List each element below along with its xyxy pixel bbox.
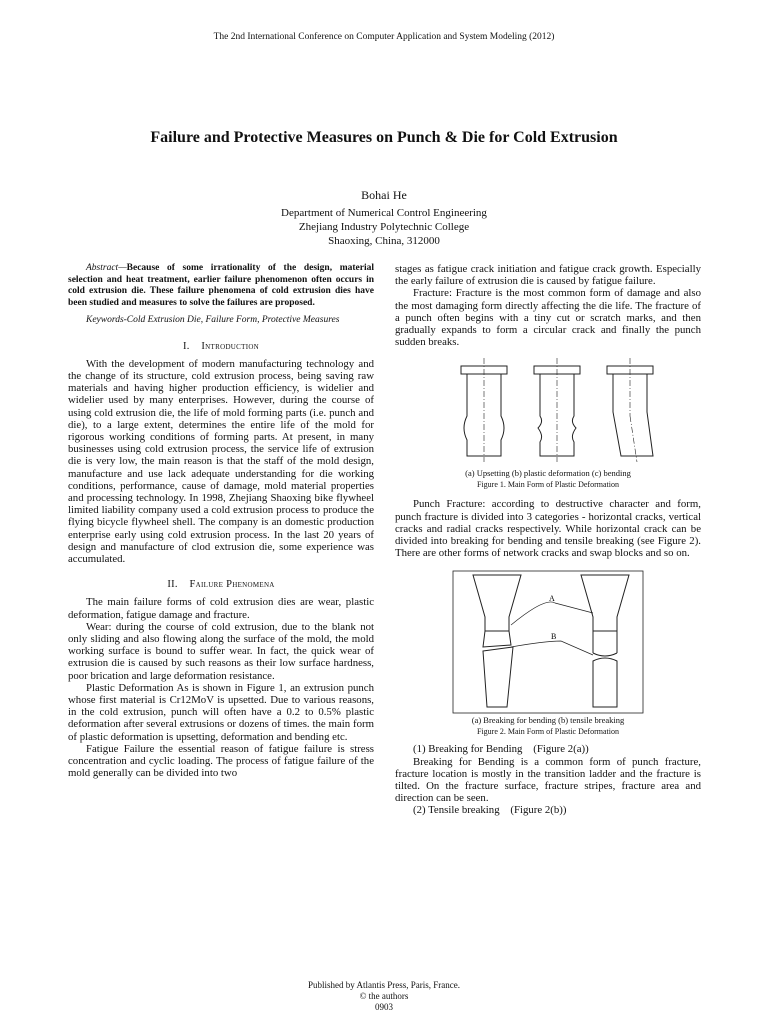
figure-2-caption: Figure 2. Main Form of Plastic Deformation	[477, 727, 619, 737]
abstract-text: Because of some irrationality of the design, material selection and heat treatment, earlier failure phenomenon often occurs in cold extrusion die. These failure phenomena of cold extrusion dies have been studied and measures to solve the failures are proposed.	[68, 263, 374, 308]
leader-line-a	[511, 602, 593, 625]
paragraph-punch-fracture: Punch Fracture: according to destructive character and form, punch fracture is divided into 3 categories - horizontal cracks, vertical cracks and radial cracks respectively. While horizontal crack can be divided into breaking for bending and tensile breaking (see Figure 2). There are other forms of network cracks and swap blocks and so on.	[395, 498, 701, 560]
paragraph-introduction: With the development of modern manufacturing technology and the change of its structure, cold extrusion process, being saving raw materials and having higher production efficiency, is widelier and widelier used by many enterprises. However, during the course of using cold extrusion die, the life of mold forming parts (i.e. punch and die), to a large extent, determines the entire life of the mold for rigorous working conditions of forming parts. At present, in many businesses using cold extrusion process, the service life of extrusion die is very low, the main reason is that the staff of the mold design, manufacture and use lack adequate understanding for die working conditions, performance, cause of damage, mold material properties and processing technology. In 1998, Zhejiang Shaoxing bike flywheel limited liability company used a cold extrusion process to produce the flying bicycle flywheel shell. The company is an domestic production enterprise early using cold extrusion process. In the last 20 years of design and manufacture of clod extrusion die, some experience was accumulated.	[68, 357, 374, 565]
paragraph-plastic-deformation: Plastic Deformation As is shown in Figure 1, an extrusion punch whose first material is Cr12MoV is upsetted. Due to various reasons, in the cold extrusion, punch will often have a 0.2 to 0.5% plastic deformation after several extrusions or dozens of times. the main form of plastic deformation is upsetting, deformation and bending etc.	[68, 681, 374, 743]
page-number: 0903	[375, 1002, 393, 1012]
affiliation-line: Department of Numerical Control Engineering	[281, 207, 487, 219]
paragraph-continued: stages as fatigue crack initiation and fatigue crack growth. Especially the early failure of extrusion die is caused by fatigue failure.	[395, 263, 701, 288]
punch-a-bottom	[483, 647, 513, 707]
figure-2-drawing	[395, 567, 701, 715]
subheading-tensile-breaking: (2) Tensile breaking (Figure 2(b))	[413, 804, 567, 817]
author-name: Bohai He	[361, 188, 407, 202]
abstract-label: Abstract—	[86, 263, 127, 273]
author-block	[0, 188, 768, 248]
section-title: Introduction	[201, 340, 260, 352]
section-heading-introduction	[68, 341, 374, 353]
paragraph-failure-forms: The main failure forms of cold extrusion dies are wear, plastic deformation, fatigue damage and fracture.	[68, 596, 374, 621]
figure-2-labels: (a) Breaking for bending (b) tensile breaking	[471, 715, 625, 726]
paragraph-breaking-bending: Breaking for Bending is a common form of punch fracture, fracture location is mostly in the transition ladder and the fracture is tilted. On the fracture surface, fracture stripes, fracture area and direction can be seen.	[395, 755, 701, 805]
punch-b-bottom	[593, 658, 617, 707]
section-number: I.	[182, 340, 190, 352]
punch-body-c	[613, 374, 653, 456]
section-heading-failure	[68, 579, 374, 591]
left-column	[68, 263, 374, 779]
keywords: Keywords-Cold Extrusion Die, Failure Form, Protective Measures	[86, 315, 340, 325]
publisher-line: Published by Atlantis Press, Paris, France.	[308, 980, 460, 990]
leader-line-b	[511, 641, 593, 655]
paragraph-wear: Wear: during the course of cold extrusion, due to the blank not only sliding and also flowing along the surface of the mold, the mold working surface is bound to suffer wear. In fact, the quick wear of extrusion die is caused by such reasons as their low surface hardness, poor brication and large deformation resistance.	[68, 620, 374, 682]
figure-1-drawing	[395, 356, 701, 468]
figure-2-label-b: B	[551, 632, 557, 642]
punch-b-top	[581, 575, 629, 631]
punch-b-fracture	[593, 653, 617, 656]
punch-b-neck	[593, 631, 617, 653]
abstract	[68, 263, 374, 309]
footer	[0, 980, 768, 1013]
section-title: Failure Phenomena	[189, 579, 275, 591]
punch-a-fracture	[483, 631, 511, 647]
paper-title: Failure and Protective Measures on Punch & Die for Cold Extrusion	[150, 129, 618, 146]
figure-2	[395, 567, 701, 737]
paragraph-fatigue: Fatigue Failure the essential reason of fatigue failure is stress concentration and cyclic loading. The process of fatigue failure of the mold generally can be divided into two	[68, 742, 374, 780]
figure-1	[395, 356, 701, 490]
section-number: II.	[167, 579, 178, 591]
affiliation-line: Zhejiang Industry Polytechnic College	[298, 221, 470, 233]
conference-header: The 2nd International Conference on Computer Application and System Modeling (2012)	[213, 32, 555, 42]
right-column	[395, 263, 701, 817]
subheading-breaking-bending: (1) Breaking for Bending (Figure 2(a))	[413, 743, 589, 756]
figure-1-caption: Figure 1. Main Form of Plastic Deformation	[477, 480, 619, 490]
authors-line: © the authors	[359, 991, 409, 1001]
paragraph-fracture: Fracture: Fracture is the most common form of damage and also the most damaging form directly affecting the die life. The fracture of a punch often begins with a tiny cut or scratch marks, and then gradually expands to form a circular crack and finally the punch sudden breaks.	[395, 287, 701, 349]
affiliation-line: Shaoxing, China, 312000	[328, 235, 440, 247]
figure-2-label-a: A	[549, 594, 555, 604]
figure-1-labels: (a) Upsetting (b) plastic deformation (c) bending	[465, 468, 631, 479]
